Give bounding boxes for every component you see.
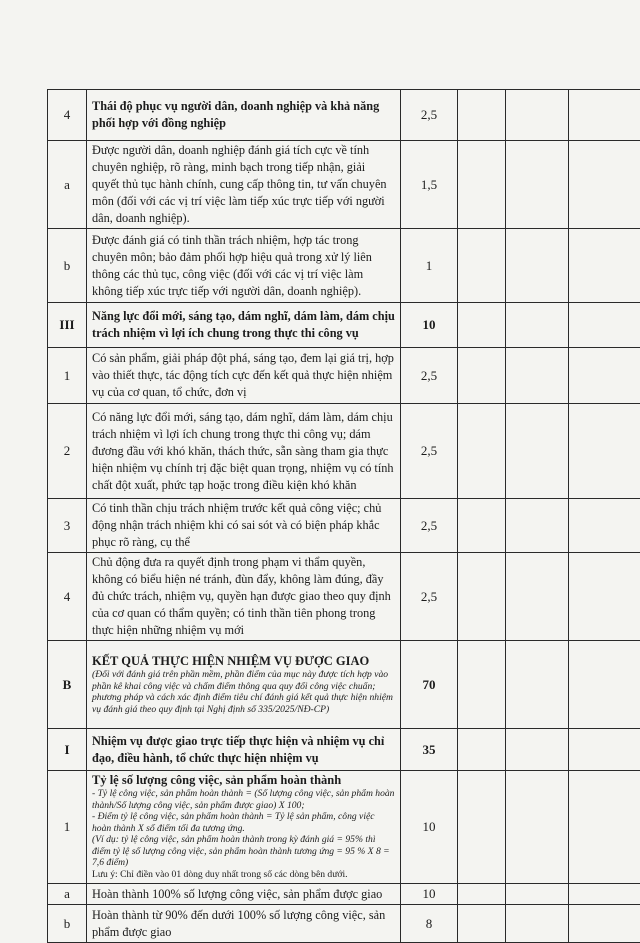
max-score: 70	[401, 641, 458, 729]
section-b-cell	[87, 641, 401, 729]
table-row	[48, 641, 640, 729]
fill-note: Lưu ý: Chỉ điền vào 01 dòng duy nhất trong số các dòng bên dưới.	[92, 869, 395, 881]
final-score-cell	[569, 771, 640, 884]
criterion-text: Được người dân, doanh nghiệp đánh giá tích cực về tính chuyên nghiệp, rõ ràng, minh bạch trong tiếp nhận, giải quyết thủ tục hành chính, cung cấp thông tin, tư vấn chuyên môn (đối với các vị trí việc làm tiếp xúc trực tiếp với người dân, doanh nghiệp).	[87, 141, 401, 229]
final-score-cell	[569, 404, 640, 499]
self-score-cell	[458, 404, 506, 499]
criterion-text: Chủ động đưa ra quyết định trong phạm vi thẩm quyền, không có biểu hiện né tránh, đùn đẩy, không làm đúng, đầy đủ chức trách, nhiệm vụ, quyền hạn được giao theo quy định của cơ quan có thẩm quyền; có tinh thần tiên phong trong thực hiện những nhiệm vụ mới	[87, 553, 401, 641]
row-number: B	[48, 641, 87, 729]
row-number: 1	[48, 348, 87, 404]
formula-ratio: - Tỷ lệ công việc, sản phẩm hoàn thành = (Số lượng công việc, sản phẩm hoàn thành/Số lượng công việc, sản phẩm được giao) X 100;	[92, 788, 395, 811]
section-b-title: KẾT QUẢ THỰC HIỆN NHIỆM VỤ ĐƯỢC GIAO	[92, 654, 395, 669]
table-row	[48, 303, 640, 348]
final-score-cell	[569, 553, 640, 641]
self-score-cell	[458, 348, 506, 404]
max-score: 2,5	[401, 499, 458, 553]
table-row	[48, 141, 640, 229]
max-score: 10	[401, 884, 458, 905]
row-number: 2	[48, 404, 87, 499]
row-number: 1	[48, 771, 87, 884]
max-score: 10	[401, 771, 458, 884]
row-number: b	[48, 229, 87, 303]
final-score-cell	[569, 641, 640, 729]
formula-example: (Ví dụ: tỷ lệ công việc, sản phẩm hoàn thành trong kỳ đánh giá = 95% thì điểm tỷ lệ số lượng công việc, sản phẩm hoàn thành tương ứng = 95 % X 8 = 7,6 điểm)	[92, 834, 395, 869]
row-number: b	[48, 905, 87, 943]
manager-score-cell	[506, 771, 569, 884]
criterion-text: Có tinh thần chịu trách nhiệm trước kết quả công việc; chủ động nhận trách nhiệm khi có sai sót và có biện pháp khắc phục rõ ràng, cụ thể	[87, 499, 401, 553]
manager-score-cell	[506, 729, 569, 771]
manager-score-cell	[506, 141, 569, 229]
max-score: 2,5	[401, 553, 458, 641]
row-number: III	[48, 303, 87, 348]
self-score-cell	[458, 641, 506, 729]
table-row	[48, 348, 640, 404]
table-row	[48, 404, 640, 499]
self-score-cell	[458, 771, 506, 884]
self-score-cell	[458, 884, 506, 905]
max-score: 1	[401, 229, 458, 303]
self-score-cell	[458, 553, 506, 641]
row-number: I	[48, 729, 87, 771]
max-score: 1,5	[401, 141, 458, 229]
max-score: 2,5	[401, 348, 458, 404]
table-row	[48, 553, 640, 641]
max-score: 2,5	[401, 404, 458, 499]
self-score-cell	[458, 141, 506, 229]
criterion-text: Năng lực đổi mới, sáng tạo, dám nghĩ, dám làm, dám chịu trách nhiệm vì lợi ích chung trong thực thi công vụ	[87, 303, 401, 348]
self-score-cell	[458, 729, 506, 771]
manager-score-cell	[506, 348, 569, 404]
table-row	[48, 771, 640, 884]
self-score-cell	[458, 229, 506, 303]
criterion-text: Có sản phẩm, giải pháp đột phá, sáng tạo, đem lại giá trị, hợp vào thiết thực, tác động tích cực đến kết quả thực hiện nhiệm vụ của cơ quan, tổ chức, đơn vị	[87, 348, 401, 404]
criterion-text: Được đánh giá có tinh thần trách nhiệm, hợp tác trong chuyên môn; bảo đảm phối hợp hiệu quả trong xử lý liên thông các thủ tục, công việc (đối với các vị trí việc làm không tiếp xúc trực tiếp với người dân, doanh nghiệp).	[87, 229, 401, 303]
criterion-text: Hoàn thành từ 90% đến dưới 100% số lượng công việc, sản phẩm được giao	[87, 905, 401, 943]
table-row	[48, 905, 640, 943]
final-score-cell	[569, 303, 640, 348]
self-score-cell	[458, 499, 506, 553]
manager-score-cell	[506, 90, 569, 141]
row-number: 4	[48, 90, 87, 141]
max-score: 2,5	[401, 90, 458, 141]
final-score-cell	[569, 348, 640, 404]
row-number: 3	[48, 499, 87, 553]
section-b-note: (Đối với đánh giá trên phần mềm, phần điểm của mục này được tích hợp vào phần kê khai công việc và chấm điểm thông qua quy đổi công việc chuẩn; phương pháp và cách xác định điểm tiêu chí đánh giá kết quả thực hiện nhiệm vụ đánh giá theo quy định tại Nghị định số 335/2025/NĐ-CP)	[92, 669, 395, 715]
self-score-cell	[458, 905, 506, 943]
evaluation-table	[47, 89, 640, 943]
table-row	[48, 499, 640, 553]
table-row	[48, 884, 640, 905]
manager-score-cell	[506, 641, 569, 729]
formula-points: - Điểm tỷ lệ công việc, sản phẩm hoàn thành = Tỷ lệ sản phẩm, công việc hoàn thành X số điểm tối đa tương ứng.	[92, 811, 395, 834]
table-row	[48, 729, 640, 771]
row-number: a	[48, 884, 87, 905]
manager-score-cell	[506, 303, 569, 348]
manager-score-cell	[506, 229, 569, 303]
final-score-cell	[569, 499, 640, 553]
manager-score-cell	[506, 404, 569, 499]
final-score-cell	[569, 729, 640, 771]
final-score-cell	[569, 141, 640, 229]
manager-score-cell	[506, 553, 569, 641]
final-score-cell	[569, 884, 640, 905]
criterion-text: Có năng lực đổi mới, sáng tạo, dám nghĩ, dám làm, dám chịu trách nhiệm vì lợi ích chung trong thực thi công vụ; dám đương đầu với khó khăn, thách thức, sẵn sàng tham gia thực hiện nhiệm vụ chính trị đặc biệt quan trọng, nhiệm vụ có tính chất đột xuất, phức tạp hoặc trong điều kiện khó khăn	[87, 404, 401, 499]
max-score: 10	[401, 303, 458, 348]
criterion-text: Hoàn thành 100% số lượng công việc, sản phẩm được giao	[87, 884, 401, 905]
table-row	[48, 90, 640, 141]
ratio-criterion-cell	[87, 771, 401, 884]
self-score-cell	[458, 90, 506, 141]
criterion-text: Thái độ phục vụ người dân, doanh nghiệp và khả năng phối hợp với đồng nghiệp	[87, 90, 401, 141]
max-score: 8	[401, 905, 458, 943]
manager-score-cell	[506, 884, 569, 905]
table-row	[48, 229, 640, 303]
final-score-cell	[569, 905, 640, 943]
row-number: a	[48, 141, 87, 229]
final-score-cell	[569, 229, 640, 303]
criterion-text: Nhiệm vụ được giao trực tiếp thực hiện và nhiệm vụ chỉ đạo, điều hành, tổ chức thực hiện nhiệm vụ	[87, 729, 401, 771]
max-score: 35	[401, 729, 458, 771]
manager-score-cell	[506, 905, 569, 943]
ratio-title: Tỷ lệ số lượng công việc, sản phẩm hoàn thành	[92, 773, 395, 788]
row-number: 4	[48, 553, 87, 641]
final-score-cell	[569, 90, 640, 141]
self-score-cell	[458, 303, 506, 348]
manager-score-cell	[506, 499, 569, 553]
